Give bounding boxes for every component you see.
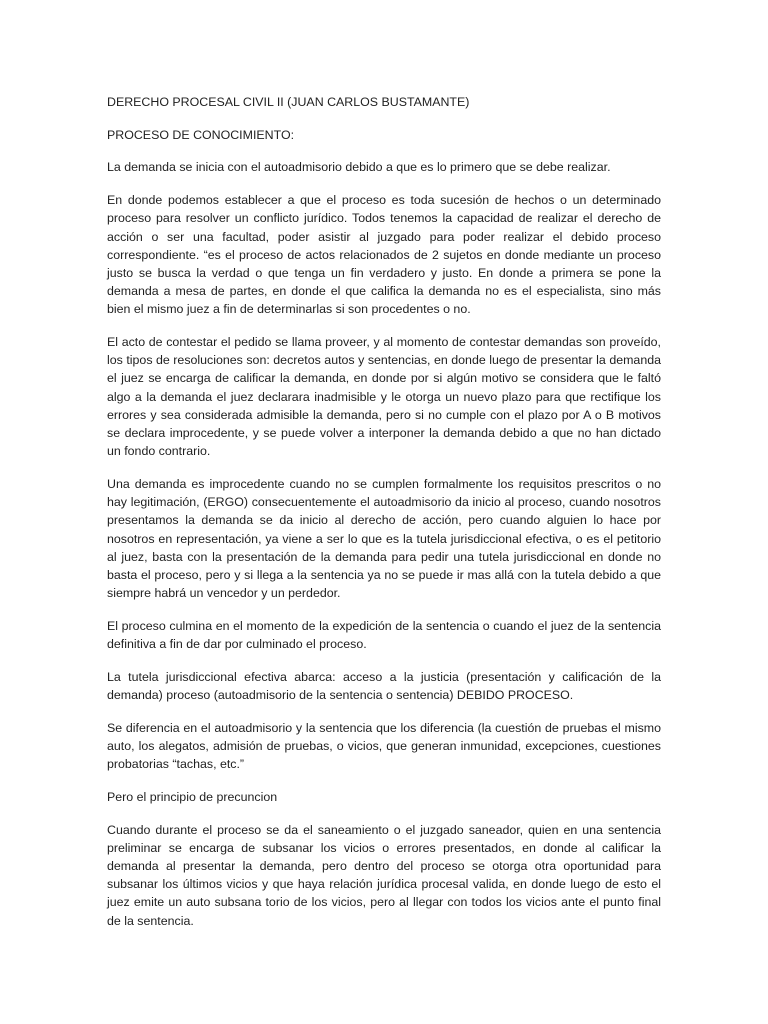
paragraph: El acto de contestar el pedido se llama proveer, y al momento de contestar demandas son proveído, los tipos de resoluciones son: decretos autos y sentencias, en donde luego de presentar la demanda el juez se encarga de calificar la demanda, en donde por si algún motivo se considera que le faltó algo a la demanda el juez declarara inadmisible y le otorga un nuevo plazo para que rectifique los errores y sea considerada admisible la demanda, pero si no cumple con el plazo por A o B motivos se declara improcedente, y se puede volver a interponer la demanda debido a que no han dictado un fondo contrario. bbox=[107, 335, 661, 459]
paragraph: La demanda se inicia con el autoadmisorio debido a que es lo primero que se debe realizar. bbox=[107, 160, 611, 175]
paragraph: Cuando durante el proceso se da el saneamiento o el juzgado saneador, quien en una sentencia preliminar se encarga de subsanar los vicios o errores presentados, en donde al calificar la demanda al presentar la demanda, pero dentro del proceso se otorga otra oportunidad para subsanar los últimos vicios y que haya relación jurídica procesal valida, en donde luego de esto el juez emite un auto subsana torio de los vicios, pero al llegar con todos los vicios ante el punto final de la sentencia. bbox=[107, 822, 661, 928]
paragraph: El proceso culmina en el momento de la expedición de la sentencia o cuando el juez de la sentencia definitiva a fin de dar por culminado el proceso. bbox=[107, 618, 661, 652]
document-body bbox=[107, 93, 661, 944]
paragraph: En donde podemos establecer a que el proceso es toda sucesión de hechos o un determinado proceso para resolver un conflicto jurídico. Todos tenemos la capacidad de realizar el derecho de acción o ser una facultad, poder asistir al juzgado para poder realizar el debido proceso correspondiente. “es el proceso de actos relacionados de 2 sujetos en donde mediante un proceso justo se busca la verdad o que tenga un fin verdadero y justo. En donde a primera se pone la demanda a mesa de partes, en donde el que califica la demanda no es el especialista, sino más bien el mismo juez a fin de determinarlas si son procedentes o no. bbox=[107, 193, 661, 317]
paragraph: La tutela jurisdiccional efectiva abarca: acceso a la justicia (presentación y calificación de la demanda) proceso (autoadmisorio de la sentencia o sentencia) DEBIDO PROCESO. bbox=[107, 669, 661, 702]
document-title: DERECHO PROCESAL CIVIL II (JUAN CARLOS BUSTAMANTE) bbox=[107, 95, 470, 109]
section-heading: PROCESO DE CONOCIMIENTO: bbox=[107, 127, 295, 142]
paragraph: Se diferencia en el autoadmisorio y la sentencia que los diferencia (la cuestión de pruebas el mismo auto, los alegatos, admisión de pruebas, o vicios, que generan inmunidad, excepciones, cuestiones probatorias “tachas, etc.” bbox=[107, 720, 661, 772]
paragraph: Pero el principio de precuncion bbox=[107, 789, 278, 804]
paragraph: Una demanda es improcedente cuando no se cumplen formalmente los requisitos prescritos o no hay legitimación, (ERGO) consecuentemente el autoadmisorio da inicio al proceso, cuando nosotros presentamos la demanda se da inicio al derecho de acción, pero cuando alguien lo hace por nosotros en representación, ya viene a ser lo que es la tutela jurisdiccional efectiva, o es el petitorio al juez, basta con la presentación de la demanda para pedir una tutela jurisdiccional en donde no basta el proceso, pero y si llega a la sentencia ya no se puede ir mas allá con la tutela debido a que siempre habrá un vencedor y un perdedor. bbox=[107, 476, 661, 601]
